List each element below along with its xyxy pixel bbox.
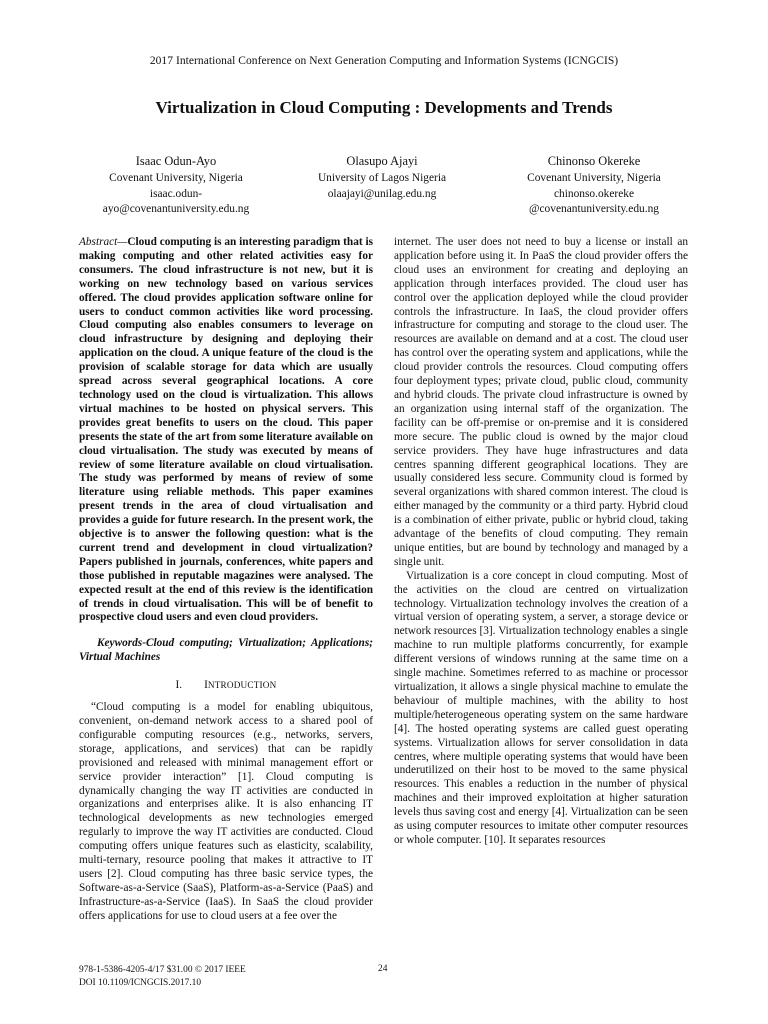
author-email: @covenantuniversity.edu.ng xyxy=(529,203,659,215)
abstract-label: Abstract xyxy=(79,236,118,248)
author-2 xyxy=(282,153,482,202)
keywords: Keywords-Cloud computing; Virtualization; Applications; Virtual Machines xyxy=(79,637,373,664)
abstract-dash: — xyxy=(117,236,128,248)
author-name: Isaac Odun-Ayo xyxy=(135,154,217,168)
footer-doi: DOI 10.1109/ICNGCIS.2017.10 xyxy=(79,977,202,988)
left-column xyxy=(79,236,373,924)
abstract-text: Cloud computing is an interesting paradigm that is making computing and other related activities easy for consumers. The cloud infrastructure is not new, but it is working on new technology based on various services offered. The cloud provides application software online for users to conduct common activities like word processing. Cloud computing also enables consumers to leverage on cloud infrastructure by designing and deploying their application on the cloud. A unique feature of the cloud is the provision of scalable storage for data which are usually spread across several geographical locations. A core technology used on the cloud is virtualization. This allows virtual machines to be hosted on physical servers. This provides great benefits to users on the cloud. This paper presents the state of the art from some literature available on cloud virtualisation. The study was executed by means of review of some literature available on cloud virtualisation. The study was performed by means of review of some literature using reliable methods. This paper examines present trends in the area of cloud virtualisation and provides a guide for future research. In the present work, the objective is to answer the following question: what is the current trend and development in cloud virtualization? Papers published in journals, conferences, white papers and those published in reputable magazines were analysed. The expected result at the end of this review is the identification of trends in cloud virtualisation. This will be of benefit to prospective cloud users and even cloud providers. xyxy=(79,236,373,624)
author-affiliation: University of Lagos Nigeria xyxy=(317,172,447,184)
footer-isbn: 978-1-5386-4205-4/17 $31.00 © 2017 IEEE xyxy=(79,965,246,975)
section-title-initial: I xyxy=(204,679,208,692)
abstract xyxy=(79,236,373,625)
author-affiliation: Covenant University, Nigeria xyxy=(527,172,661,184)
author-email: chinonso.okereke xyxy=(553,187,635,200)
footer-publication-info xyxy=(79,964,246,989)
author-email: ayo@covenantuniversity.edu.ng xyxy=(102,203,250,215)
section-title-rest: NTRODUCTION xyxy=(207,680,277,691)
right-column xyxy=(394,236,688,848)
author-email: isaac.odun- xyxy=(149,187,203,200)
body-paragraph: “Cloud computing is a model for enabling ubiquitous, convenient, on-demand network access to a shared pool of configurable computing resources (e.g., networks, servers, storage, applications, and services) that can be rapidly provisioned and released with minimal management effort or service provider interaction” [1]. Cloud computing is dynamically changing the way IT activities are conducted in organizations and enterprises alike. It is also enhancing IT technological developments as new technologies emerged regularly to improve the way IT activities are conducted. Cloud computing offers unique features such as elasticity, scalability, multi-ternary, resource pooling that makes it attractive to IT users [2]. Cloud computing has three basic service types, the Software-as-a-Service (SaaS), Platform-as-a-Service (PaaS) and Infrastructure-as-a-Service (IaaS). In SaaS the cloud provider offers applications for use to cloud users at a fee over the xyxy=(79,701,373,922)
author-1 xyxy=(76,153,276,218)
author-block xyxy=(76,153,696,223)
author-affiliation: Covenant University, Nigeria xyxy=(109,172,243,184)
section-number: I. xyxy=(175,679,183,692)
page-number: 24 xyxy=(378,964,388,974)
author-name: Chinonso Okereke xyxy=(547,154,641,168)
body-paragraph: Virtualization is a core concept in cloud computing. Most of the activities on the cloud are centred on virtualization technology. Virtualization technology involves the creation of a virtual version of operating system, a server, a storage device or network resources [3]. Virtualization technology enables a single machine to run multiple platforms concurrently, for example different versions of windows running at the same time on a single machine. Sometimes referred to as machine or processor virtualization, it allows a single physical machine to emulate the behaviour of multiple machines, with the ability to host multiple/heterogeneous operating system on the same hardware [4]. The hosted operating systems are called guest operating systems. Virtualization allows for server consolidation in data centres, where multiple operating systems that would have been underutilized on their host to be moved to the same physical resources. This enables a reduction in the number of physical machines and their improved exploitation at higher saturation levels thus saving cost and energy [4]. Virtualization can be seen as using computer resources to imitate other computer resources or whole computer. [10]. It separates resources xyxy=(394,569,688,846)
conference-header: 2017 International Conference on Next Generation Computing and Information Systems (ICNGCIS) xyxy=(149,55,619,67)
author-email: olaajayi@unilag.edu.ng xyxy=(327,187,437,200)
author-3 xyxy=(494,153,694,218)
author-name: Olasupo Ajayi xyxy=(346,154,418,168)
paper-title: Virtualization in Cloud Computing : Developments and Trends xyxy=(155,98,613,117)
section-heading-introduction xyxy=(79,679,373,693)
body-paragraph: internet. The user does not need to buy a license or install an application before using it. In PaaS the cloud provider offers the cloud uses an environment for creating and deploying an application through interfaces provided. The cloud user has control over the application deployed while the cloud provider controls the infrastructure. In IaaS, the cloud provider offers infrastructure for computing and storage to the cloud user. The resources are available on demand and at a cost. The cloud user has control over the operating system and applications, while the cloud provider controls the resources. Cloud computing offers four deployment types; private cloud, public cloud, community and hybrid clouds. The private cloud infrastructure is owned by an organization using internal staff of the organization. The facility can be off-premise or on-premise and it is considered more secure. The public cloud is owned by the major cloud service providers. They have huge infrastructures and data centres spanning different geographical locations. They are usually considered less secure. Community cloud is formed by several organizations with shared common interest. The cloud is either managed by the community or a third party. Hybrid cloud is a combination of either private, public or hybrid cloud, taking advantage of the benefits of cloud computing. They remain unique entities, but are bound by technology and managed by a single unit. xyxy=(394,236,688,568)
